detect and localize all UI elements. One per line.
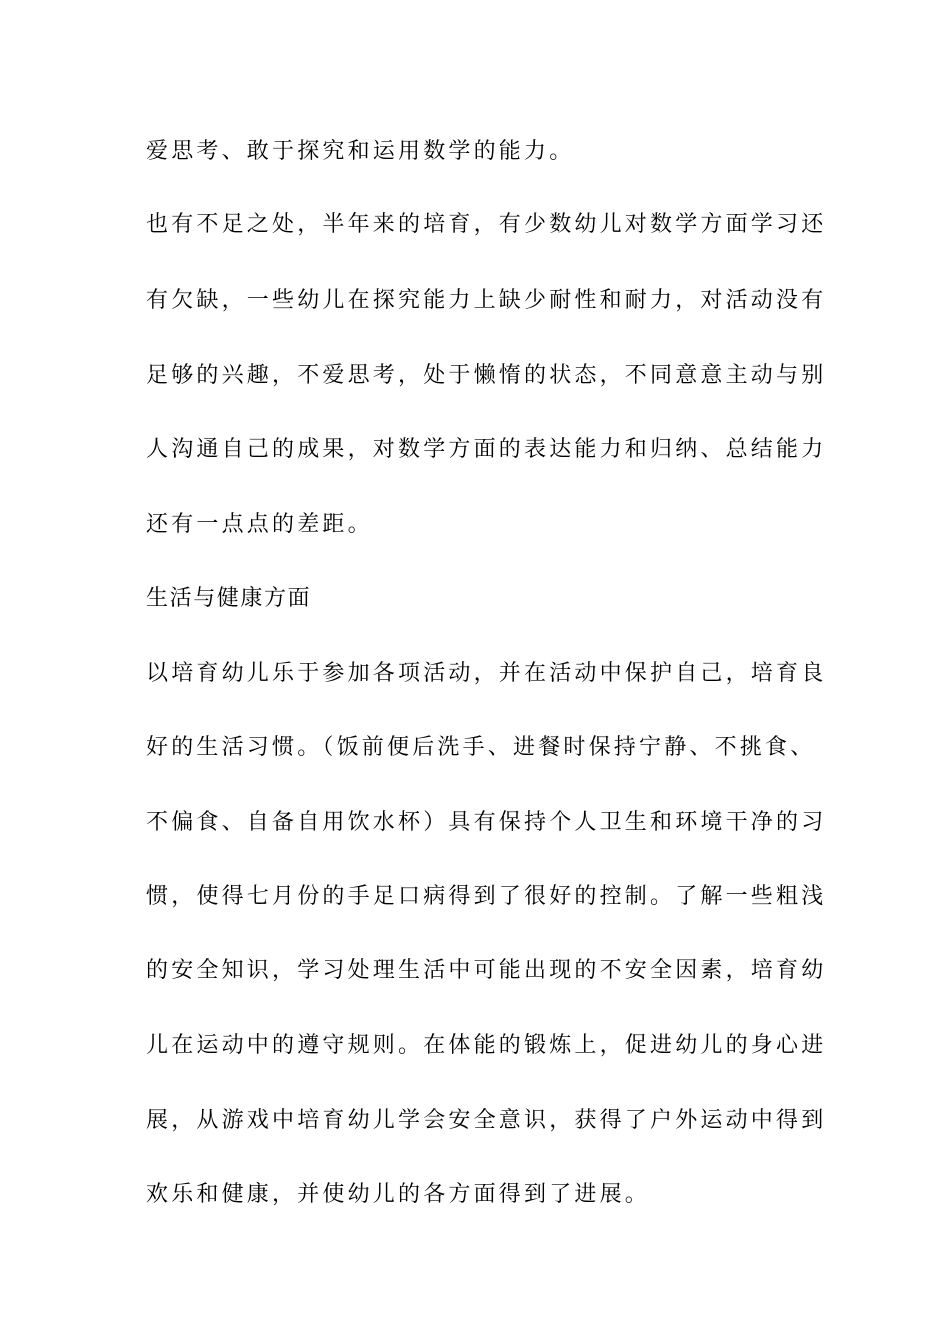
section-heading: 生活与健康方面 — [146, 586, 312, 611]
text-line: 欢乐和健康，并使幼儿的各方面得到了进展。 — [146, 1182, 651, 1207]
text-line: 展，从游戏中培育幼儿学会安全意识，获得了户外运动中得到 — [146, 1108, 827, 1133]
text-line: 的安全知识，学习处理生活中可能出现的不安全因素，培育幼 — [146, 958, 827, 983]
text-line: 也有不足之处，半年来的培育，有少数幼儿对数学方面学习还 — [146, 212, 827, 237]
text-line: 不偏食、自备自用饮水杯）具有保持个人卫生和环境干净的习 — [146, 810, 827, 835]
text-line: 有欠缺，一些幼儿在探究能力上缺少耐性和耐力，对活动没有 — [146, 288, 827, 313]
text-line: 以培育幼儿乐于参加各项活动，并在活动中保护自己，培育良 — [146, 661, 827, 686]
text-line: 人沟通自己的成果，对数学方面的表达能力和归纳、总结能力 — [146, 437, 827, 462]
text-line: 好的生活习惯。（饭前便后洗手、进餐时保持宁静、不挑食、 — [146, 735, 816, 760]
text-line: 惯，使得七月份的手足口病得到了很好的控制。了解一些粗浅 — [146, 884, 827, 909]
text-line: 足够的兴趣，不爱思考，处于懒惰的状态，不同意意主动与别 — [146, 363, 827, 388]
text-line: 还有一点点的差距。 — [146, 512, 373, 537]
text-line: 儿在运动中的遵守规则。在体能的锻炼上，促进幼儿的身心进 — [146, 1033, 827, 1058]
text-line: 爱思考、敢于探究和运用数学的能力。 — [146, 139, 575, 164]
